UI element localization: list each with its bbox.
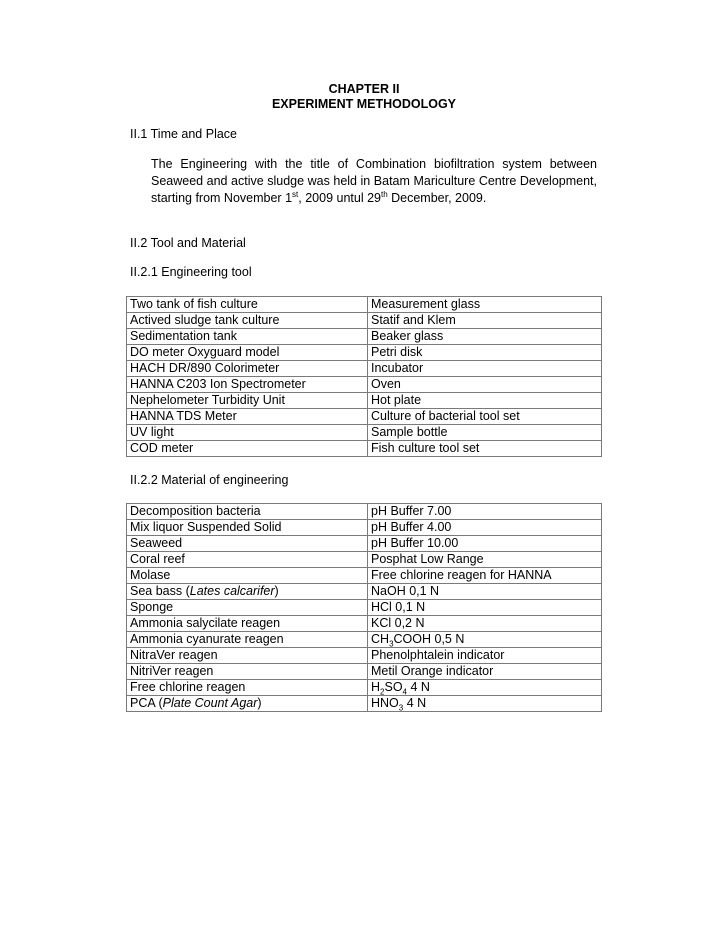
table-row bbox=[127, 632, 602, 648]
table-row bbox=[127, 297, 602, 313]
formula-subscript: 4 bbox=[402, 687, 407, 696]
table-row bbox=[127, 377, 602, 393]
material-cell: Metil Orange indicator bbox=[368, 664, 602, 680]
superscript-th: th bbox=[380, 189, 388, 199]
material-cell: Ammonia salycilate reagen bbox=[127, 616, 368, 632]
material-cell: Ammonia cyanurate reagen bbox=[127, 632, 368, 648]
table-row bbox=[127, 568, 602, 584]
formula-text: SO bbox=[384, 680, 403, 694]
table-row bbox=[127, 361, 602, 377]
cell-text: Sea bass ( bbox=[130, 584, 190, 598]
formula-subscript: 3 bbox=[398, 703, 404, 712]
table-row bbox=[127, 329, 602, 345]
material-cell: Free chlorine reagen bbox=[127, 680, 368, 696]
material-cell: Molase bbox=[127, 568, 368, 584]
material-cell: pH Buffer 4.00 bbox=[368, 520, 602, 536]
table-row bbox=[127, 696, 602, 712]
tools-table bbox=[126, 296, 602, 457]
table-row bbox=[127, 648, 602, 664]
table-row bbox=[127, 409, 602, 425]
material-cell bbox=[368, 632, 602, 648]
table-row bbox=[127, 520, 602, 536]
table-row bbox=[127, 584, 602, 600]
table-row bbox=[127, 504, 602, 520]
cell-text: ) bbox=[274, 584, 279, 598]
tool-cell: Oven bbox=[368, 377, 602, 393]
material-cell: NaOH 0,1 N bbox=[368, 584, 602, 600]
tool-cell: Incubator bbox=[368, 361, 602, 377]
tool-cell: Sample bottle bbox=[368, 425, 602, 441]
tool-cell: HANNA C203 Ion Spectrometer bbox=[127, 377, 368, 393]
table-row bbox=[127, 536, 602, 552]
section-heading-material: II.2.2 Material of engineering bbox=[130, 473, 289, 487]
material-cell: NitraVer reagen bbox=[127, 648, 368, 664]
table-row bbox=[127, 441, 602, 457]
chapter-number: CHAPTER II bbox=[328, 82, 400, 96]
section-heading-engineering-tool: II.2.1 Engineering tool bbox=[130, 265, 252, 279]
table-row bbox=[127, 600, 602, 616]
tool-cell: UV light bbox=[127, 425, 368, 441]
scientific-name: Lates calcarifer bbox=[189, 584, 275, 598]
formula-subscript: 3 bbox=[389, 639, 394, 648]
material-cell: Sponge bbox=[127, 600, 368, 616]
paragraph-text-2: , 2009 untul 29 bbox=[298, 191, 381, 205]
material-cell: NitriVer reagen bbox=[127, 664, 368, 680]
material-cell: pH Buffer 10.00 bbox=[368, 536, 602, 552]
tool-cell: COD meter bbox=[127, 441, 368, 457]
materials-table bbox=[126, 503, 602, 712]
tool-cell: Culture of bacterial tool set bbox=[368, 409, 602, 425]
material-cell: Seaweed bbox=[127, 536, 368, 552]
tool-cell: Hot plate bbox=[368, 393, 602, 409]
tool-cell: Measurement glass bbox=[368, 297, 602, 313]
formula-text: HNO bbox=[371, 696, 399, 710]
formula-text: 4 N bbox=[407, 680, 430, 694]
material-cell: Mix liquor Suspended Solid bbox=[127, 520, 368, 536]
superscript-st: st bbox=[292, 189, 299, 199]
formula-text: COOH 0,5 N bbox=[393, 632, 465, 646]
table-row bbox=[127, 552, 602, 568]
cell-text: ) bbox=[257, 696, 262, 710]
table-row bbox=[127, 680, 602, 696]
section-heading-tool-material: II.2 Tool and Material bbox=[130, 236, 246, 250]
tool-cell: Statif and Klem bbox=[368, 313, 602, 329]
tool-cell: Actived sludge tank culture bbox=[127, 313, 368, 329]
table-row bbox=[127, 313, 602, 329]
paragraph-text-3: December, 2009. bbox=[387, 191, 487, 205]
material-cell bbox=[127, 584, 368, 600]
tool-cell: HANNA TDS Meter bbox=[127, 409, 368, 425]
formula-subscript: 2 bbox=[380, 687, 385, 696]
paragraph-text-1: The Engineering with the title of Combination biofiltration system between Seaweed and active sludge was held in Batam Mariculture Centre Development, starting from November 1 bbox=[151, 157, 597, 205]
table-row bbox=[127, 616, 602, 632]
material-cell: Phenolphtalein indicator bbox=[368, 648, 602, 664]
tool-cell: Petri disk bbox=[368, 345, 602, 361]
tool-cell: Nephelometer Turbidity Unit bbox=[127, 393, 368, 409]
section-heading-time-place: II.1 Time and Place bbox=[130, 127, 238, 141]
material-cell: Decomposition bacteria bbox=[127, 504, 368, 520]
italic-term: Plate Count Agar bbox=[162, 696, 258, 710]
tool-cell: Two tank of fish culture bbox=[127, 297, 368, 313]
material-cell: Posphat Low Range bbox=[368, 552, 602, 568]
material-cell bbox=[368, 696, 602, 712]
table-row bbox=[127, 425, 602, 441]
material-cell: Free chlorine reagen for HANNA bbox=[368, 568, 602, 584]
cell-text: PCA ( bbox=[130, 696, 163, 710]
formula-text: 4 N bbox=[403, 696, 427, 710]
material-cell: Coral reef bbox=[127, 552, 368, 568]
tool-cell: Beaker glass bbox=[368, 329, 602, 345]
tool-cell: HACH DR/890 Colorimeter bbox=[127, 361, 368, 377]
material-cell: HCl 0,1 N bbox=[368, 600, 602, 616]
formula-text: H bbox=[371, 680, 381, 694]
material-cell bbox=[368, 680, 602, 696]
table-row bbox=[127, 664, 602, 680]
chapter-title: EXPERIMENT METHODOLOGY bbox=[271, 97, 457, 111]
table-row bbox=[127, 393, 602, 409]
formula-text: CH bbox=[371, 632, 390, 646]
material-cell: KCl 0,2 N bbox=[368, 616, 602, 632]
tool-cell: DO meter Oxyguard model bbox=[127, 345, 368, 361]
tool-cell: Fish culture tool set bbox=[368, 441, 602, 457]
material-cell bbox=[127, 696, 368, 712]
time-place-paragraph bbox=[151, 156, 597, 207]
tool-cell: Sedimentation tank bbox=[127, 329, 368, 345]
material-cell: pH Buffer 7.00 bbox=[368, 504, 602, 520]
table-row bbox=[127, 345, 602, 361]
